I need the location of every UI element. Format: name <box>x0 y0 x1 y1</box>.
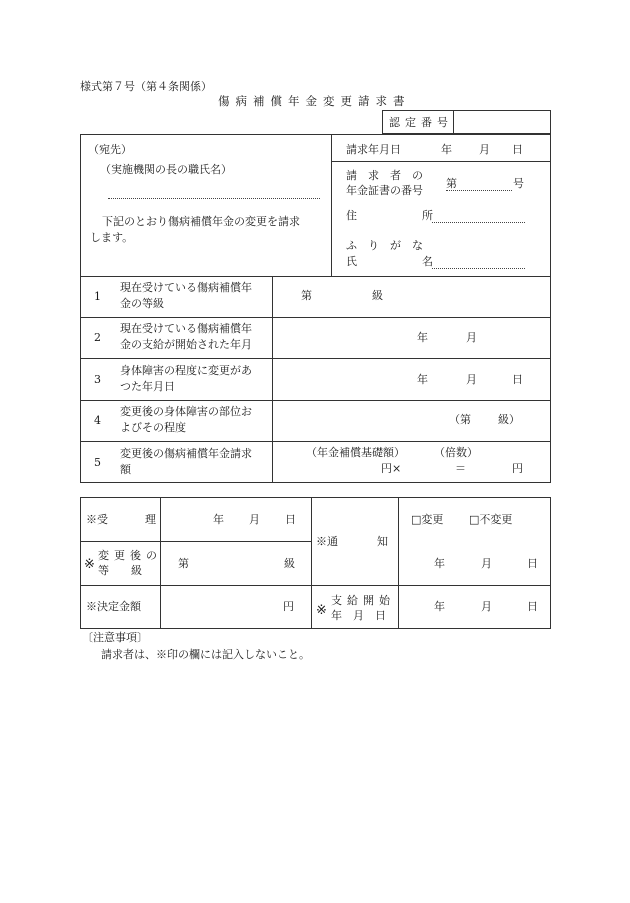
row-5-yen: 円 <box>512 462 523 475</box>
row-3-label-2: つた年月日 <box>120 380 175 393</box>
request-text-2: します。 <box>90 231 134 244</box>
row-line-2 <box>80 358 551 359</box>
cert-gou: 号 <box>513 177 524 190</box>
office-v3 <box>398 497 399 629</box>
row-line-1 <box>80 317 551 318</box>
row-1-dai: 第 <box>301 289 312 302</box>
row-1-field[interactable] <box>274 278 549 315</box>
start-day: 日 <box>527 600 538 613</box>
receipt-year: 年 <box>213 513 224 526</box>
row-line-0 <box>80 276 551 277</box>
cert-dai: 第 <box>446 177 457 190</box>
start-label-2: 年 月 日 <box>331 609 386 622</box>
name-label-1: 氏 <box>346 255 357 268</box>
notes-text: 請求者は、※印の欄には記入しないこと。 <box>101 648 310 661</box>
grade-label-2: 等 級 <box>98 564 142 577</box>
office-v1 <box>160 497 161 629</box>
row-1-label-2: 金の等級 <box>120 297 164 310</box>
amount-yen: 円 <box>283 600 294 613</box>
start-mark: ※ <box>316 603 327 618</box>
row-3-day: 日 <box>512 373 523 386</box>
row-5-amount-field[interactable] <box>468 460 510 476</box>
address-field[interactable] <box>434 208 524 221</box>
office-h2 <box>80 585 551 586</box>
name-line <box>432 268 525 269</box>
address-line <box>432 222 525 223</box>
name-label-2: 名 <box>422 255 433 268</box>
row-2-number: 2 <box>94 331 101 344</box>
form-number: 様式第７号（第４条関係） <box>80 80 212 93</box>
address-label-1: 住 <box>346 209 357 222</box>
row-5-multiple-heading: （倍数） <box>434 446 478 459</box>
start-label-1: 支給開始 <box>331 594 395 607</box>
claimant-label-2: 年金証書の番号 <box>346 184 423 197</box>
notice-label-b: 知 <box>377 535 388 548</box>
notice-year: 年 <box>434 557 445 570</box>
row-5-number: 5 <box>94 456 101 469</box>
start-year: 年 <box>434 600 445 613</box>
notice-label-a: ※通 <box>316 535 338 548</box>
cert-divider <box>453 110 454 134</box>
request-date-label: 請求年月日 <box>346 143 401 156</box>
grade-mark: ※ <box>84 557 95 572</box>
notes-heading: 〔注意事項〕 <box>82 631 148 644</box>
form-title: 傷病補償年金変更請求書 <box>218 94 411 108</box>
office-h1-left <box>80 541 311 542</box>
request-month: 月 <box>479 143 490 156</box>
row-2-field[interactable] <box>274 319 549 356</box>
row-5-label-1: 変更後の傷病補償年金請求 <box>120 447 252 460</box>
row-4-label-1: 変更後の身体障害の部位お <box>120 405 252 418</box>
request-text-1: 下記のとおり傷病補償年金の変更を請求 <box>102 215 300 228</box>
top-divider <box>331 134 332 276</box>
row-5-equals: ＝ <box>455 462 466 475</box>
row-2-month: 月 <box>466 331 477 344</box>
pension-number-field[interactable] <box>458 176 510 189</box>
row-1-kyu: 級 <box>372 289 383 302</box>
row-1-label-1: 現在受けている傷病補償年 <box>120 281 252 294</box>
unchanged-checkbox[interactable]: □不変更 <box>469 513 513 526</box>
row-5-base-heading: （年金補償基礎額） <box>306 446 405 459</box>
row-3-month: 月 <box>466 373 477 386</box>
row-3-label-1: 身体障害の程度に変更があ <box>120 364 252 377</box>
row-divider <box>272 276 273 483</box>
receipt-field[interactable] <box>162 499 309 539</box>
row-4-dai: （第 <box>449 413 471 426</box>
row-3-field[interactable] <box>274 360 549 398</box>
start-month: 月 <box>481 600 492 613</box>
addressee-field-line <box>108 198 320 199</box>
receipt-label-b: 理 <box>145 513 156 526</box>
row-5-yen-times: 円× <box>381 462 402 475</box>
addressee-label: （宛先） <box>88 143 132 156</box>
receipt-day: 日 <box>285 513 296 526</box>
row-3-number: 3 <box>94 373 101 386</box>
office-v2 <box>311 497 312 629</box>
grade-label-1: 変更後の <box>98 549 162 562</box>
grade-kyu: 級 <box>284 557 295 570</box>
furigana-label: ふ り が な <box>346 239 423 252</box>
receipt-month: 月 <box>249 513 260 526</box>
row-2-label-2: 金の支給が開始された年月 <box>120 338 252 351</box>
start-date-field[interactable] <box>400 587 549 627</box>
claimant-label-1: 請 求 者 の <box>346 169 423 182</box>
row-4-number: 4 <box>94 414 101 427</box>
changed-checkbox[interactable]: □変更 <box>411 513 444 526</box>
addressee-sub: （実施機関の長の職氏名） <box>100 163 232 176</box>
row-2-year: 年 <box>417 331 428 344</box>
address-label-2: 所 <box>422 209 433 222</box>
grade-dai: 第 <box>178 557 189 570</box>
cert-number-field[interactable] <box>460 112 548 132</box>
notice-date-field[interactable] <box>400 545 549 583</box>
notice-day: 日 <box>527 557 538 570</box>
row-2-label-1: 現在受けている傷病補償年 <box>120 322 252 335</box>
row-line-3 <box>80 400 551 401</box>
row-line-4 <box>80 441 551 442</box>
amount-field[interactable] <box>162 587 277 627</box>
pension-number-line <box>446 190 512 191</box>
row-5-label-2: 額 <box>120 463 131 476</box>
row-4-kyu: 級） <box>498 413 520 426</box>
cert-number-label: 認定番号 <box>389 116 453 129</box>
date-line <box>331 161 551 162</box>
receipt-label-a: ※受 <box>86 513 108 526</box>
request-year: 年 <box>441 143 452 156</box>
amount-label: ※決定金額 <box>86 600 141 613</box>
grade-field[interactable] <box>162 543 309 583</box>
notice-month: 月 <box>481 557 492 570</box>
row-1-number: 1 <box>94 290 101 303</box>
row-4-field[interactable] <box>274 402 549 439</box>
row-5-base-field[interactable] <box>274 460 374 476</box>
request-day: 日 <box>512 143 523 156</box>
row-3-year: 年 <box>417 373 428 386</box>
row-5-multiple-field[interactable] <box>408 460 452 476</box>
addressee-field[interactable] <box>108 183 320 197</box>
name-field[interactable] <box>434 254 524 267</box>
row-4-label-2: よびその程度 <box>120 421 186 434</box>
